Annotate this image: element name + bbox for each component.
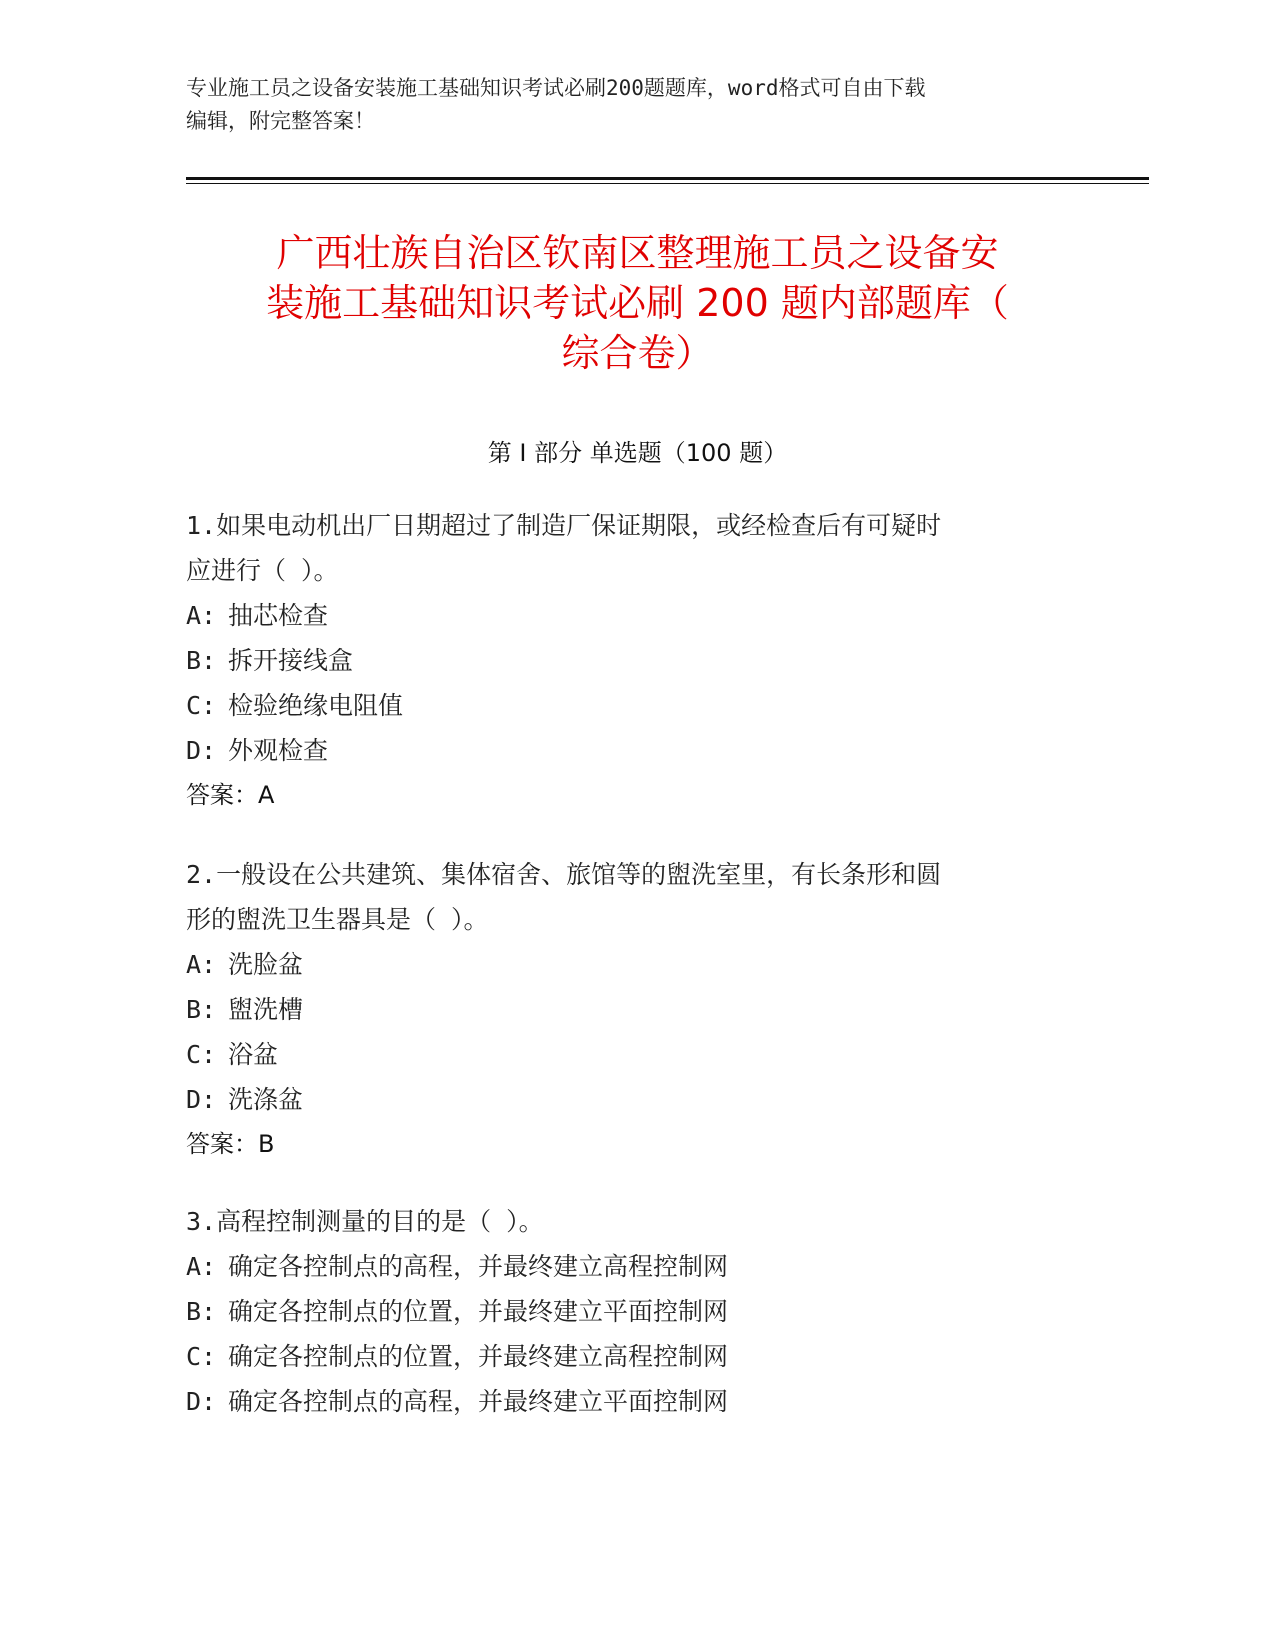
option-a bbox=[186, 942, 1066, 987]
question-stem: 2.一般设在公共建筑、集体宿舍、旅馆等的盥洗室里，有长条形和圆 bbox=[186, 860, 942, 889]
option-text: 盥洗槽 bbox=[228, 995, 304, 1024]
option-letter: D: bbox=[186, 1387, 217, 1416]
option-text: 确定各控制点的高程，并最终建立平面控制网 bbox=[228, 1387, 729, 1416]
header-divider-thick bbox=[186, 177, 1149, 180]
option-text: 确定各控制点的位置，并最终建立平面控制网 bbox=[228, 1297, 729, 1326]
option-text: 抽芯检查 bbox=[228, 601, 329, 630]
option-letter: A: bbox=[186, 601, 217, 630]
option-b bbox=[186, 987, 1066, 1032]
answer: 答案：B bbox=[186, 1130, 275, 1158]
option-letter: C: bbox=[186, 1040, 217, 1069]
question-1 bbox=[186, 503, 1066, 818]
option-text: 浴盆 bbox=[228, 1040, 279, 1069]
option-c bbox=[186, 1334, 1066, 1379]
option-a bbox=[186, 1244, 1066, 1289]
option-b bbox=[186, 1289, 1066, 1334]
option-d bbox=[186, 1379, 1066, 1424]
question-3 bbox=[186, 1199, 1066, 1424]
answer: 答案：A bbox=[186, 781, 275, 809]
question-stem-continued: 形的盥洗卫生器具是（ ）。 bbox=[186, 905, 489, 934]
document-title-line-2: 装施工基础知识考试必刷 200 题内部题库（ bbox=[266, 281, 1009, 325]
option-letter: A: bbox=[186, 1252, 217, 1281]
question-stem: 1.如果电动机出厂日期超过了制造厂保证期限，或经检查后有可疑时 bbox=[186, 511, 942, 540]
option-text: 洗脸盆 bbox=[228, 950, 304, 979]
option-letter: C: bbox=[186, 1342, 217, 1371]
option-letter: D: bbox=[186, 1085, 217, 1114]
document-title-line-1: 广西壮族自治区钦南区整理施工员之设备安 bbox=[276, 231, 999, 275]
option-c bbox=[186, 683, 1066, 728]
option-letter: D: bbox=[186, 736, 217, 765]
header-note-line-1: 专业施工员之设备安装施工基础知识考试必刷200题题库，word格式可自由下载 bbox=[186, 76, 926, 100]
document-title-line-3: 综合卷） bbox=[561, 331, 714, 375]
option-letter: B: bbox=[186, 646, 217, 675]
option-d bbox=[186, 1077, 1066, 1122]
option-letter: B: bbox=[186, 1297, 217, 1326]
document-title bbox=[150, 228, 1125, 378]
question-2 bbox=[186, 852, 1066, 1167]
option-text: 检验绝缘电阻值 bbox=[228, 691, 404, 720]
option-text: 外观检查 bbox=[228, 736, 329, 765]
header-note-line-2: 编辑，附完整答案！ bbox=[186, 109, 375, 133]
option-a bbox=[186, 593, 1066, 638]
option-text: 确定各控制点的位置，并最终建立高程控制网 bbox=[228, 1342, 729, 1371]
header-divider-thin bbox=[186, 183, 1149, 184]
option-letter: B: bbox=[186, 995, 217, 1024]
option-letter: A: bbox=[186, 950, 217, 979]
question-stem-continued: 应进行（ ）。 bbox=[186, 556, 339, 585]
option-text: 洗涤盆 bbox=[228, 1085, 304, 1114]
option-d bbox=[186, 728, 1066, 773]
question-stem: 3.高程控制测量的目的是（ ）。 bbox=[186, 1207, 544, 1236]
section-heading: 第 I 部分 单选题（100 题） bbox=[487, 439, 788, 467]
option-c bbox=[186, 1032, 1066, 1077]
option-letter: C: bbox=[186, 691, 217, 720]
header-note bbox=[186, 72, 1086, 138]
option-text: 确定各控制点的高程，并最终建立高程控制网 bbox=[228, 1252, 729, 1281]
option-b bbox=[186, 638, 1066, 683]
option-text: 拆开接线盒 bbox=[228, 646, 354, 675]
